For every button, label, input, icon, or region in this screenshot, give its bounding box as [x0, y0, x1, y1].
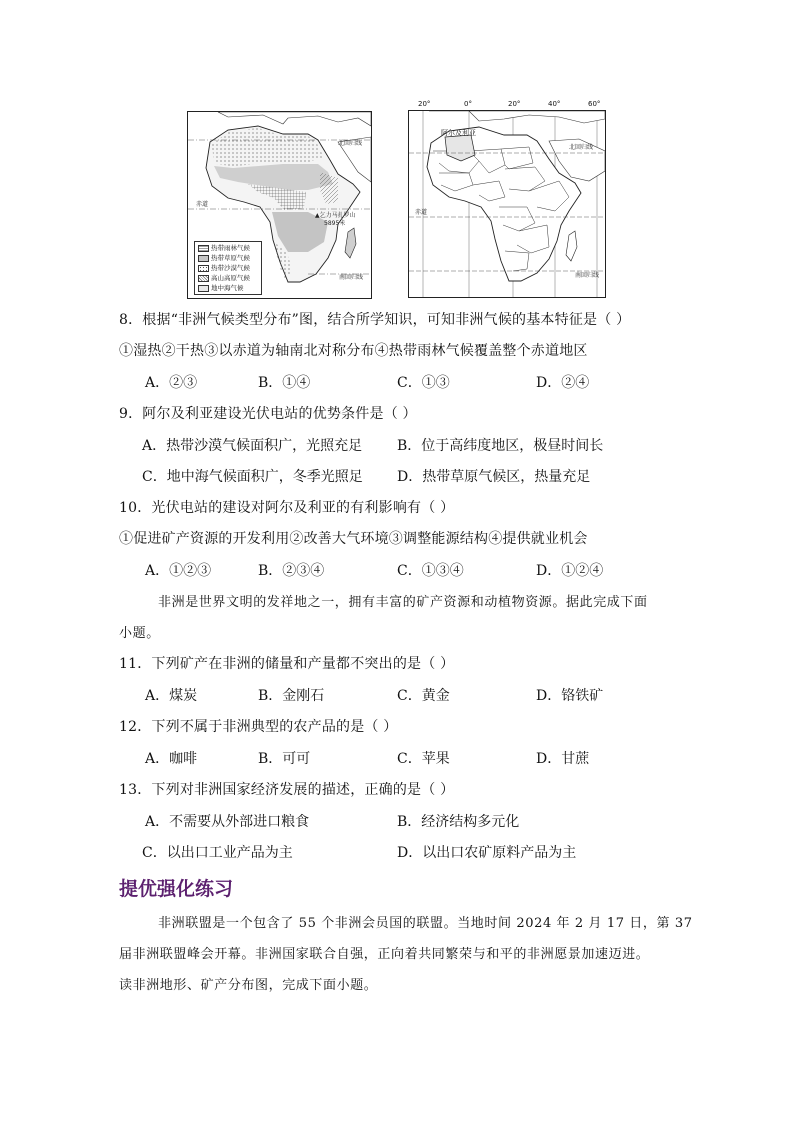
question-9-stem: 9．阿尔及利亚建设光伏电站的优势条件是（ ） [119, 406, 417, 422]
legend-item-mediterranean [198, 284, 244, 292]
q11-option-c[interactable]: C．黄金 [397, 688, 450, 704]
political-map-svg [409, 111, 605, 297]
legend-item-savanna [198, 254, 250, 262]
lon-label: 60° [588, 100, 601, 108]
peak-height-label: 5895米 [324, 220, 346, 227]
question-8-statements: ①湿热②干热③以赤道为轴南北对称分布④热带雨林气候覆盖整个赤道地区 [119, 343, 588, 359]
legend-item-highland [198, 274, 250, 282]
legend-swatch [198, 245, 209, 252]
q8-option-b[interactable]: B．①④ [258, 375, 311, 391]
q8-option-a[interactable]: A．②③ [145, 375, 198, 391]
legend-item-rainforest [198, 244, 250, 252]
q11-option-d[interactable]: D．铬铁矿 [536, 688, 604, 704]
q10-option-d[interactable]: D．①②④ [536, 563, 604, 579]
equator-label: 赤道 [415, 209, 428, 216]
legend-swatch [198, 255, 209, 262]
q8-option-d[interactable]: D．②④ [536, 375, 590, 391]
south-tropic-label: 南回归线 [575, 272, 600, 279]
lon-label: 20° [418, 100, 431, 108]
country-label-algeria: 阿尔及利亚 [441, 129, 476, 137]
q13-option-b[interactable]: B．经济结构多元化 [397, 814, 520, 830]
passage-1-line-1: 非洲是世界文明的发祥地之一，拥有丰富的矿产资源和动植物资源。据此完成下面 [158, 595, 648, 610]
q13-option-d[interactable]: D．以出口农矿原料产品为主 [397, 845, 577, 861]
political-map-frame [408, 110, 606, 298]
legend-label: 热带草原气候 [211, 254, 250, 262]
q12-option-b[interactable]: B．可可 [258, 751, 311, 767]
lon-label: 20° [508, 100, 521, 108]
africa-political-map [408, 100, 606, 297]
q13-option-a[interactable]: A．不需要从外部进口粮食 [145, 814, 310, 830]
passage-2-line-2: 届非洲联盟峰会开幕。非洲国家联合自强，正向着共同繁荣与和平的非洲愿景加速迈进。 [119, 947, 650, 962]
question-10-stem: 10．光伏电站的建设对阿尔及利亚的有利影响有（ ） [119, 500, 455, 516]
q10-option-c[interactable]: C．①③④ [397, 563, 464, 579]
legend-swatch [198, 275, 209, 282]
q12-option-c[interactable]: C．苹果 [397, 751, 450, 767]
q9-option-a[interactable]: A．热带沙漠气候面积广，光照充足 [142, 438, 363, 454]
q12-option-a[interactable]: A．咖啡 [145, 751, 198, 767]
legend-swatch [198, 285, 209, 292]
question-11-stem: 11．下列矿产在非洲的储量和产量都不突出的是（ ） [119, 656, 455, 672]
q11-option-b[interactable]: B．金刚石 [258, 688, 325, 704]
legend-label: 高山高原气候 [211, 274, 250, 282]
q9-option-b[interactable]: B．位于高纬度地区，极昼时间长 [397, 438, 604, 454]
north-tropic-label: 北回归线 [338, 140, 363, 147]
q9-option-c[interactable]: C．地中海气候面积广，冬季光照足 [142, 469, 363, 485]
question-10-statements: ①促进矿产资源的开发利用②改善大气环境③调整能源结构④提供就业机会 [119, 531, 588, 547]
equator-label: 赤道 [196, 201, 209, 208]
section-title: 提优强化练习 [119, 878, 234, 900]
q9-option-d[interactable]: D．热带草原气候区，热量充足 [397, 469, 591, 485]
q10-option-a[interactable]: A．①②③ [145, 563, 212, 579]
legend-label: 热带沙漠气候 [211, 264, 250, 272]
climate-legend [194, 241, 262, 295]
legend-item-desert [198, 264, 250, 272]
question-13-stem: 13．下列对非洲国家经济发展的描述，正确的是（ ） [119, 782, 455, 798]
passage-2-line-3: 读非洲地形、矿产分布图，完成下面小题。 [119, 978, 378, 993]
q8-option-c[interactable]: C．①③ [397, 375, 450, 391]
legend-label: 热带雨林气候 [211, 244, 250, 252]
africa-climate-map [187, 111, 372, 299]
q11-option-a[interactable]: A．煤炭 [145, 688, 198, 704]
passage-1-line-2: 小题。 [119, 626, 160, 641]
peak-label: ▲乞力马扎罗山 [315, 212, 356, 219]
north-tropic-label: 北回归线 [569, 144, 594, 151]
lon-label: 40° [548, 100, 561, 108]
passage-2-line-1: 非洲联盟是一个包含了 55 个非洲会员国的联盟。当地时间 2024 年 2 月 17 日，第 37 [158, 916, 693, 931]
lon-label: 0° [464, 100, 472, 108]
legend-label: 地中海气候 [211, 284, 244, 292]
question-8-stem: 8．根据“非洲气候类型分布”图，结合所学知识，可知非洲气候的基本特征是（ ） [119, 312, 631, 328]
q10-option-b[interactable]: B．②③④ [258, 563, 325, 579]
q13-option-c[interactable]: C．以出口工业产品为主 [142, 845, 293, 861]
longitude-labels [408, 100, 606, 110]
q12-option-d[interactable]: D．甘蔗 [536, 751, 590, 767]
legend-swatch [198, 265, 209, 272]
south-tropic-label: 南回归线 [339, 274, 364, 281]
question-12-stem: 12．下列不属于非洲典型的农产品的是（ ） [119, 719, 398, 735]
